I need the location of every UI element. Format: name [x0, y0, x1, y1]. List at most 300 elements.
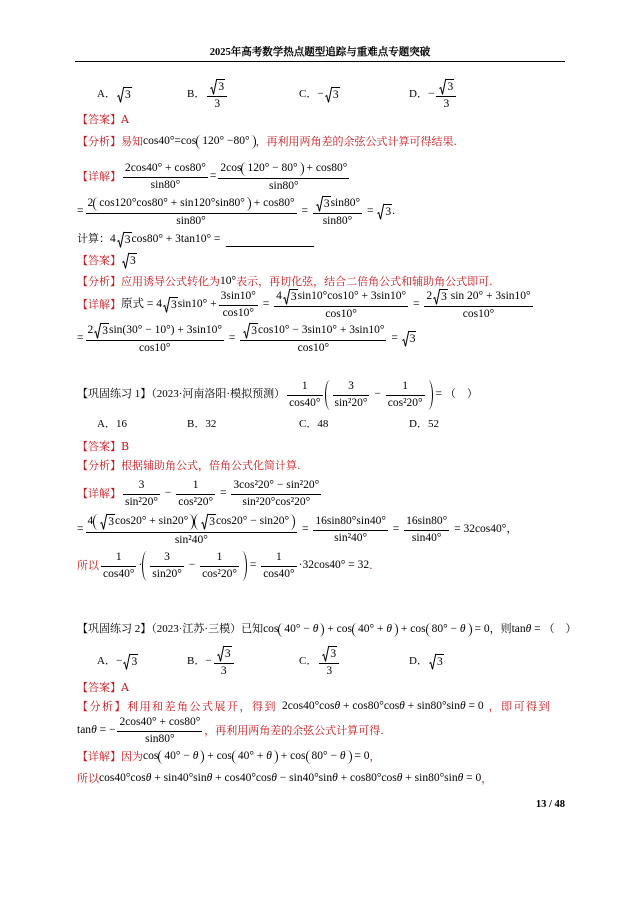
fraction: [200, 551, 239, 582]
fraction-numerator: [313, 196, 362, 214]
solution-line: [77, 510, 518, 550]
math-text: 3: [443, 97, 450, 110]
math-text: 120° −80°: [202, 135, 250, 148]
radicand: [323, 196, 331, 212]
right-paren: [290, 514, 295, 530]
math-text: 2cos40° + cos80°: [125, 161, 206, 174]
radicand: [436, 654, 444, 670]
header-rule: [75, 61, 565, 62]
math-text: 3: [326, 664, 333, 677]
math-text: sin80°: [269, 179, 299, 192]
label-text: ，: [481, 772, 493, 786]
square-root: [210, 79, 225, 95]
math-text: + sin80°sin: [402, 772, 458, 785]
option-b: [187, 405, 216, 445]
math-text: 3: [436, 656, 443, 669]
text: C．: [299, 655, 318, 668]
fraction-numerator: [214, 646, 234, 664]
radicand: [217, 79, 225, 95]
math-text: 3: [214, 97, 221, 110]
radicand: [446, 79, 454, 95]
radical-sign: [429, 654, 436, 670]
math-text: 2: [87, 323, 94, 336]
math-text: tan: [511, 623, 526, 636]
square-root: [100, 514, 115, 530]
radical-sign: [325, 87, 332, 103]
text: 【巩固练习 2】（2023·江苏·三模）已知: [77, 623, 264, 636]
label-text: 【答案】A: [77, 113, 129, 127]
label-text: 所以: [77, 559, 99, 573]
math-text: + cos: [324, 623, 352, 636]
math-text: 3: [447, 80, 454, 93]
math-text: sin80°: [150, 178, 181, 191]
text: A．: [97, 88, 116, 101]
radicand: [208, 514, 216, 530]
math-text: 3: [224, 647, 231, 660]
label-text: 【详解】: [77, 170, 121, 184]
math-text: cos10°: [325, 307, 357, 320]
math-text: sin20°: [152, 567, 182, 580]
square-root: [429, 654, 444, 670]
math-variable: θ: [460, 700, 466, 713]
radical-sign: [433, 289, 440, 305]
fraction-denominator: [231, 495, 321, 510]
math-text: 3: [385, 206, 392, 219]
math-text: sin²40°: [334, 531, 368, 544]
math-text: =: [389, 523, 403, 536]
radicand: [170, 297, 178, 313]
solution-line: [77, 474, 323, 514]
math-text: 3: [441, 290, 447, 303]
math-text: sin²20°: [125, 495, 158, 508]
math-text: 80° −: [311, 750, 340, 763]
fraction: [436, 79, 456, 112]
fraction: [123, 162, 208, 193]
fraction-denominator: [240, 341, 386, 356]
math-text: 40° +: [358, 623, 387, 636]
math-text: 40° +: [237, 750, 267, 763]
fraction: [207, 79, 227, 112]
math-text: 3: [348, 379, 354, 392]
label-text: 【详解】因为: [77, 750, 143, 764]
math-text: =: [217, 487, 230, 500]
fraction-numerator: [231, 479, 321, 495]
paren-content: [247, 162, 297, 176]
running-header-title: 2025年高考数学热点题型追踪与重难点专题突破: [209, 47, 431, 58]
fraction: [176, 479, 215, 510]
fraction-numerator: [313, 515, 388, 531]
radicand: [409, 331, 417, 347]
math-text: 3: [323, 197, 330, 210]
fraction-denominator: [436, 97, 456, 112]
math-text: cos10° − 3sin10° + 3sin10°: [258, 323, 385, 336]
label-text: ，再利用两角差的余弦公式计算可得结果.: [255, 135, 458, 149]
fraction: [123, 479, 160, 510]
text: B．32: [187, 418, 217, 431]
math-text: cos10°: [462, 307, 495, 320]
fraction-numerator: [333, 380, 370, 396]
radical-sign: [322, 646, 329, 662]
fraction-numerator: [86, 513, 298, 533]
fraction-denominator: [319, 664, 339, 679]
paren-content: [358, 623, 392, 637]
fraction-numerator: [150, 551, 184, 567]
math-text: + cos80°: [303, 161, 348, 174]
answer-blank: [226, 234, 314, 247]
math-text: 3: [124, 89, 131, 102]
text: ，则: [489, 623, 512, 636]
fraction-numerator: [386, 380, 425, 396]
math-variable: θ: [312, 623, 319, 636]
fraction: [404, 515, 449, 546]
math-text: 2cos40°cos: [282, 700, 335, 713]
math-variable: θ: [459, 623, 466, 636]
math-variable: θ: [271, 772, 277, 785]
math-variable: θ: [145, 772, 152, 785]
math-variable: θ: [334, 700, 341, 713]
parenthesized-group: [93, 196, 251, 212]
math-text: + cos40°cos: [212, 772, 272, 785]
math-variable: θ: [266, 750, 272, 763]
text: D．: [409, 88, 428, 101]
math-text: 3: [409, 333, 416, 346]
option-b: [187, 75, 229, 115]
square-root: [402, 331, 417, 347]
math-text: cos40°: [263, 567, 295, 580]
fraction: [150, 551, 184, 582]
math-text: − sin40°sin: [276, 772, 333, 785]
option-row: [77, 405, 567, 445]
radical-sign: [163, 297, 170, 313]
math-text: 40° −: [164, 750, 193, 763]
fraction-numerator: [261, 551, 296, 567]
math-text: + sin80°sin: [404, 700, 461, 713]
left-paren: [196, 135, 201, 149]
label-text: 【答案】: [77, 254, 121, 268]
option-d: [409, 405, 439, 445]
square-root: [94, 323, 109, 339]
label-text: 【详解】: [77, 487, 121, 501]
fraction-numerator: [86, 196, 297, 214]
fraction-numerator: [436, 79, 456, 97]
math-text: tan: [77, 724, 92, 737]
math-text: = −: [96, 724, 116, 737]
fraction-numerator: [200, 551, 239, 567]
math-text: cos20° + sin20°: [115, 514, 189, 527]
label-text: 所以: [77, 772, 99, 786]
fraction-denominator: [214, 664, 234, 679]
label-text: ，: [369, 750, 381, 764]
radicand: [329, 646, 337, 662]
math-text: 4: [276, 289, 282, 302]
math-text: 1: [216, 550, 223, 563]
fraction-denominator: [176, 495, 215, 510]
math-text: cos10°: [222, 306, 254, 319]
solution-line: [77, 157, 351, 197]
paren-content: [284, 623, 318, 637]
left-paren: [93, 197, 98, 211]
parenthesized-group: [196, 134, 255, 150]
math-text: 3: [251, 324, 258, 337]
math-text: 2: [426, 289, 433, 302]
math-text: 2: [87, 196, 94, 209]
radicand: [440, 289, 448, 305]
fraction: [231, 479, 321, 510]
parenthesized-group: [93, 513, 194, 531]
math-text: 3: [138, 478, 145, 491]
option-c: [299, 642, 341, 682]
math-text: −: [427, 88, 435, 101]
math-variable: θ: [206, 772, 213, 785]
fraction-denominator: [424, 307, 532, 322]
math-text: 1: [276, 550, 282, 563]
math-text: sin²40°: [174, 533, 208, 546]
math-text: cos20° − sin20°: [215, 514, 290, 527]
math-text: −: [161, 487, 175, 500]
parenthesized-group: [278, 622, 324, 638]
square-root: [433, 289, 448, 305]
parenthesized-group: [352, 622, 398, 638]
square-root: [201, 514, 216, 530]
math-text: 10°: [220, 275, 237, 288]
math-text: cos²20°: [202, 567, 237, 580]
math-text: =: [410, 298, 423, 311]
math-text: 40° −: [284, 623, 313, 636]
math-text: .: [392, 205, 395, 218]
math-text: 3: [102, 324, 108, 337]
square-root: [217, 646, 232, 662]
fraction-numerator: [287, 380, 322, 396]
parenthesized-group: [426, 622, 472, 638]
radical-sign: [210, 79, 217, 95]
math-text: 1: [192, 478, 199, 491]
text: A．: [97, 655, 116, 668]
analysis-line: [77, 122, 457, 162]
label-text: 【分析】根据辅助角公式，倍角公式化简计算.: [77, 459, 301, 473]
fraction-numerator: [117, 716, 202, 732]
math-text: cos10°: [139, 341, 171, 354]
text: C．48: [299, 418, 329, 431]
radical-sign: [201, 514, 208, 530]
radicand: [290, 289, 298, 305]
math-text: =: [531, 623, 544, 636]
fraction-numerator: [424, 289, 532, 307]
option-row: [77, 642, 567, 682]
left-paren: [93, 514, 98, 530]
solution-line: [77, 759, 492, 799]
math-text: 2cos40° + cos80°: [119, 715, 201, 728]
math-text: 120° − 80°: [247, 161, 298, 174]
math-variable: θ: [332, 772, 338, 785]
math-text: −: [371, 388, 384, 401]
option-row: [77, 75, 567, 115]
solution-line: [77, 546, 373, 586]
square-root: [325, 87, 340, 103]
math-text: cos: [143, 750, 159, 763]
label-text: 表示，再切化弦，结合二倍角公式和辅助角公式即可.: [236, 275, 493, 289]
math-text: 3: [130, 255, 136, 268]
text: （ ）: [444, 388, 478, 401]
fraction-numerator: [123, 479, 160, 495]
radical-sign: [377, 204, 384, 220]
math-text: 3: [290, 290, 297, 303]
fraction: [424, 289, 532, 322]
math-text: 4: [87, 514, 94, 527]
math-variable: θ: [525, 623, 532, 636]
fraction-denominator: [86, 341, 225, 356]
radical-sign: [100, 514, 107, 530]
label-text: ，即可得到: [483, 700, 552, 714]
math-text: cos²20°: [387, 396, 423, 409]
label-text: .: [369, 559, 373, 573]
text: 计算：: [77, 233, 110, 246]
paren-content: [99, 514, 188, 530]
fraction-numerator: [404, 515, 449, 531]
fraction: [313, 196, 362, 229]
fraction-numerator: [319, 646, 339, 664]
fraction-denominator: [313, 531, 388, 546]
math-text: 80° −: [431, 623, 460, 636]
math-text: 16sin80°: [406, 514, 448, 527]
fraction: [214, 646, 234, 679]
fraction-denominator: [200, 567, 239, 582]
radical-sign: [283, 289, 290, 305]
square-root: [377, 204, 392, 220]
fraction-denominator: [101, 567, 136, 582]
fraction-numerator: [123, 162, 208, 178]
text: C．: [299, 88, 318, 101]
radical-sign: [439, 79, 446, 95]
paren-content: [200, 514, 289, 530]
radical-sign: [217, 646, 224, 662]
math-text: sin40°: [411, 531, 442, 544]
math-text: 3: [124, 234, 131, 247]
parenthesized-group: [194, 513, 295, 531]
math-text: sin 20° + 3sin10°: [447, 289, 531, 302]
left-paren: [278, 623, 283, 637]
math-text: sin²20°: [334, 396, 368, 409]
solution-line: [77, 319, 416, 359]
math-text: cos10°: [297, 341, 330, 354]
math-text: ·32cos40° = 32: [298, 559, 370, 572]
math-text: cos80° + 3tan10° =: [131, 233, 224, 246]
parenthesized-group: [241, 161, 303, 177]
fraction: [218, 161, 349, 194]
label-text: 【分析】利用和差角公式展开，得到: [77, 700, 282, 714]
fraction-numerator: [176, 479, 215, 495]
math-text: 3: [330, 647, 337, 660]
math-variable: θ: [339, 750, 346, 763]
math-text: −: [317, 88, 324, 101]
text: （ ）: [543, 623, 577, 636]
radicand: [130, 654, 138, 670]
math-text: =: [209, 170, 217, 183]
fraction-numerator: [240, 323, 386, 341]
fraction-numerator: [86, 323, 225, 341]
math-text: 1: [301, 379, 308, 392]
radicand: [224, 646, 232, 662]
left-paren: [352, 623, 357, 637]
option-c: [299, 75, 340, 115]
math-text: =: [77, 205, 84, 218]
fraction: [240, 323, 386, 356]
fraction: [319, 646, 339, 679]
math-text: sin²20°cos²20°: [242, 495, 311, 508]
math-text: ·: [138, 559, 143, 572]
math-text: + cos80°cos: [337, 772, 397, 785]
math-text: cos40°=cos: [143, 135, 197, 148]
math-text: 3: [164, 550, 170, 563]
fraction-numerator: [218, 161, 349, 179]
math-text: =: [77, 332, 84, 345]
square-root: [439, 79, 454, 95]
label-text: 【答案】A: [77, 681, 129, 695]
math-text: cos40°: [103, 567, 135, 580]
math-text: = 0: [471, 623, 490, 636]
math-text: 1: [115, 550, 122, 563]
radicand: [332, 87, 340, 103]
fraction: [261, 551, 296, 582]
fraction: [274, 289, 408, 322]
math-text: 原式 = 4: [121, 298, 162, 311]
math-text: 3: [220, 664, 227, 677]
math-text: =: [388, 332, 401, 345]
fraction-numerator: [219, 290, 258, 306]
radical-sign: [316, 196, 323, 212]
radicand: [384, 204, 392, 220]
math-text: sin10°cos10° + 3sin10°: [297, 289, 407, 302]
math-variable: θ: [396, 772, 403, 785]
math-text: −: [185, 559, 199, 572]
math-text: 3cos²20° − sin²20°: [233, 478, 320, 491]
math-text: cos40°cos: [99, 772, 146, 785]
math-text: sin80°: [176, 214, 206, 227]
math-text: =: [259, 298, 273, 311]
text: B．: [187, 88, 206, 101]
radical-sign: [94, 323, 101, 339]
radical-sign: [243, 323, 250, 339]
text: D．52: [409, 418, 439, 431]
option-d: [409, 75, 458, 115]
math-text: 3sin10°: [220, 289, 256, 302]
math-text: + cos: [398, 623, 426, 636]
fraction: [101, 551, 136, 582]
math-text: 1: [402, 379, 409, 392]
fraction-denominator: [207, 97, 227, 112]
math-variable: θ: [399, 700, 405, 713]
left-paren: [241, 162, 246, 176]
fraction-numerator: [207, 79, 227, 97]
math-text: 3: [209, 515, 215, 528]
paren-content: [202, 135, 249, 149]
math-text: cos40°: [289, 396, 321, 409]
math-text: cos: [263, 623, 279, 636]
radicand: [101, 323, 109, 339]
paren-content: [432, 623, 466, 637]
left-paren: [142, 551, 147, 582]
math-text: = 0: [351, 750, 370, 763]
math-text: + cos80°: [250, 196, 295, 209]
option-b: [187, 642, 236, 682]
math-text: cos²20°: [178, 495, 214, 508]
math-text: 3: [218, 80, 225, 93]
footer-page-number: 13 / 48: [535, 799, 565, 810]
math-text: = 0: [465, 700, 484, 713]
square-root: [322, 646, 337, 662]
math-text: sin80°: [330, 196, 361, 209]
option-c: [299, 405, 328, 445]
math-text: 2cos: [220, 161, 242, 174]
